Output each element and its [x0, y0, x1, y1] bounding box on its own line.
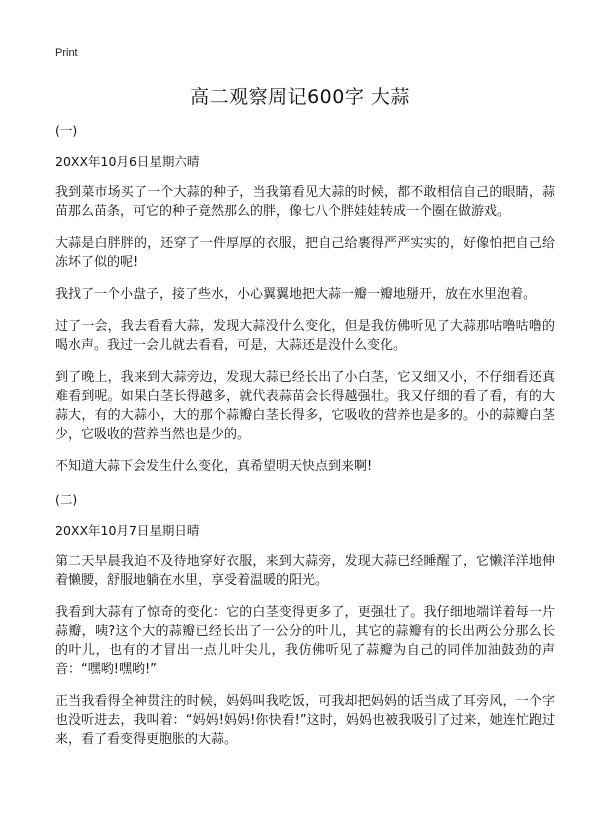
print-label: Print [55, 47, 78, 59]
entry-date: 20XX年10月6日星期六晴 [55, 154, 200, 169]
section-heading: (二) [55, 492, 78, 507]
paragraph: 正当我看得全神贯注的时候，妈妈叫我吃饭，可我却把妈妈的话当成了耳旁风，一个字也没听进去，我叫着：“妈妈!妈妈!你快看!”这时，妈妈也被我吸引了过来，她连忙跑过来，看了看变得更胞胀的大蒜。 [55, 694, 555, 747]
paragraph: 第二天早晨我迫不及待地穿好衣服，来到大蒜旁，发现大蒜已经睡醒了，它懒洋洋地伸着懒腰，舒服地躺在水里，享受着温暖的阳光。 [55, 554, 555, 588]
entry-date: 20XX年10月7日星期日晴 [55, 523, 200, 538]
paragraph: 到了晚上，我来到大蒜旁边，发现大蒜已经长出了小白茎，它又细又小，不仔细看还真难看到呢。如果白茎长得越多，就代表蒜苗会长得越强壮。我又仔细的看了看，有的大蒜大，有的大蒜小，大的那个蒜瓣白茎长得多，它吸收的营养也是多的。小的蒜瓣白茎少，它吸收的营养当然也是少的。 [55, 370, 555, 442]
document-title: 高二观察周记600字 大蒜 [190, 86, 410, 108]
section-two [55, 490, 555, 749]
paragraph: 我到菜市场买了一个大蒜的种子，当我第看见大蒜的时候，都不敢相信自己的眼睛，蒜苗那么苗条，可它的种子竟然那么的胖，像七八个胖娃娃转成一个圈在做游戏。 [55, 185, 555, 219]
paragraph: 不知道大蒜下会发生什么变化，真希望明天快点到来啊! [55, 459, 373, 474]
paragraph: 我看到大蒜有了惊奇的变化：它的白茎变得更多了，更强壮了。我仔细地端详着每一片蒜瓣，咦?这个大的蒜瓣已经长出了一公分的叶儿，其它的蒜瓣有的长出两公分那么长的叶儿，也有的才冒出一点儿叶尖儿，我仿佛听见了蒜瓣为自己的同伴加油鼓劲的声音：“嘿哟!嘿哟!” [55, 605, 555, 677]
paragraph: 大蒜是白胖胖的，还穿了一件厚厚的衣服，把自己给裹得严严实实的，好像怕把自己给冻坏了似的呢! [55, 236, 555, 270]
paragraph: 过了一会，我去看看大蒜，发现大蒜没什么变化，但是我仿佛听见了大蒜那咕噜咕噜的喝水声。我过一会儿就去看看，可是，大蒜还是没什么变化。 [55, 319, 555, 353]
paragraph: 我找了一个小盘子，接了些水，小心翼翼地把大蒜一瓣一瓣地掰开，放在水里泡着。 [55, 287, 537, 302]
section-heading: (一) [55, 123, 78, 138]
document-body [55, 121, 555, 762]
section-one [55, 121, 555, 476]
